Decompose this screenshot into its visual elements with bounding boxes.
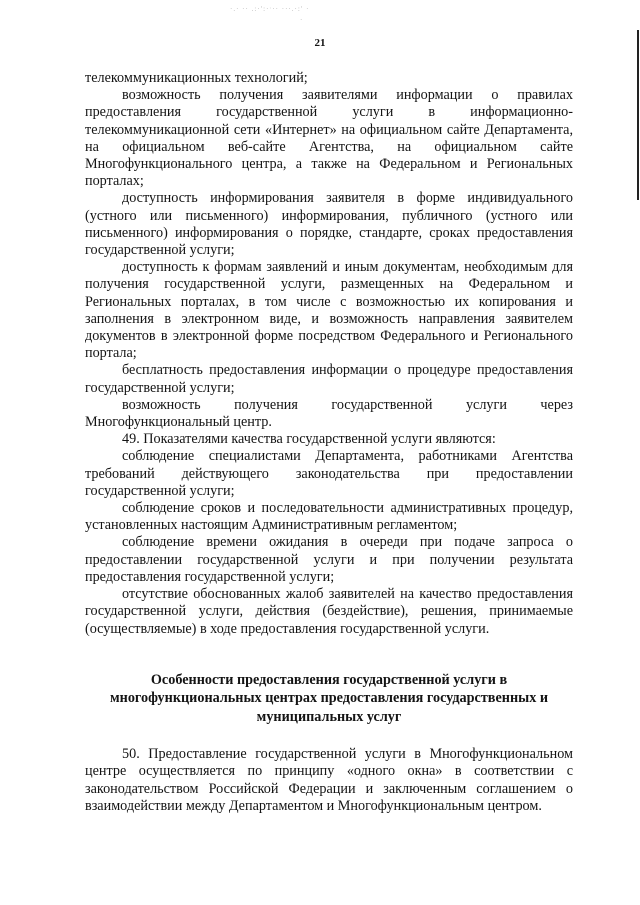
- page-number: 21: [314, 37, 326, 49]
- paragraph-group: [85, 746, 573, 815]
- section-heading: Особенности предоставления государственной услуги в многофункциональных центрах предоставления государственных и муниципальных услуг: [109, 671, 549, 725]
- paragraph: отсутствие обоснованных жалоб заявителей на качество предоставления государственной услуги, действия (бездействие), решения, принимаемые (осуществляемые) в ходе предоставления государственной услуги.: [85, 586, 573, 637]
- document-body: [85, 70, 573, 815]
- paragraph: соблюдение сроков и последовательности административных процедур, установленных настоящим Административным регламентом;: [85, 500, 573, 534]
- paragraph: соблюдение специалистами Департамента, работниками Агентства требований действующего законодательства при предоставлении государственной услуги;: [85, 448, 573, 499]
- paragraph-group: [85, 70, 573, 638]
- scan-artifact: ·: [300, 16, 304, 24]
- scan-artifact: ·.· ·· .:·ʹ:·ˑ·· ···.·:ʹ ·: [230, 5, 310, 13]
- paragraph: доступность информирования заявителя в форме индивидуального (устного или письменного) информирования, публичного (устного или письменного) информирования о порядке, стандарте, сроках предоставления государственной услуги;: [85, 190, 573, 259]
- scan-edge-mark: [637, 30, 639, 200]
- paragraph: 50. Предоставление государственной услуги в Многофункциональном центре осуществляется по принципу «одного окна» в соответствии с законодательством Российской Федерации и заключенным соглашением о взаимодействии между Департаментом и Многофункциональным центром.: [85, 746, 573, 814]
- paragraph: возможность получения государственной услуги через Многофункциональный центр.: [85, 396, 573, 431]
- paragraph: возможность получения заявителями информации о правилах предоставления государственной услуги в информационно-телекоммуникационной сети «Интернет» на официальном сайте Департамента, на официальном веб-сайте Агентства, на официальном сайте Многофункционального центра, а также на Федеральном и Региональных порталах;: [85, 87, 573, 190]
- paragraph: соблюдение времени ожидания в очереди при подаче запроса о предоставлении государственной услуги и при получении результата предоставления государственной услуги;: [85, 534, 573, 585]
- paragraph: телекоммуникационных технологий;: [85, 70, 308, 86]
- paragraph: 49. Показателями качества государственной услуги являются:: [122, 431, 496, 448]
- paragraph: бесплатность предоставления информации о процедуре предоставления государственной услуги;: [85, 362, 573, 396]
- paragraph: доступность к формам заявлений и иным документам, необходимым для получения государственной услуги, размещенных на Федеральном и Региональных порталах, в том числе с возможностью их копирования и заполнения в электронном виде, и возможность направления заявителем документов в электронной форме посредством Федерального и Регионального портала;: [85, 259, 573, 362]
